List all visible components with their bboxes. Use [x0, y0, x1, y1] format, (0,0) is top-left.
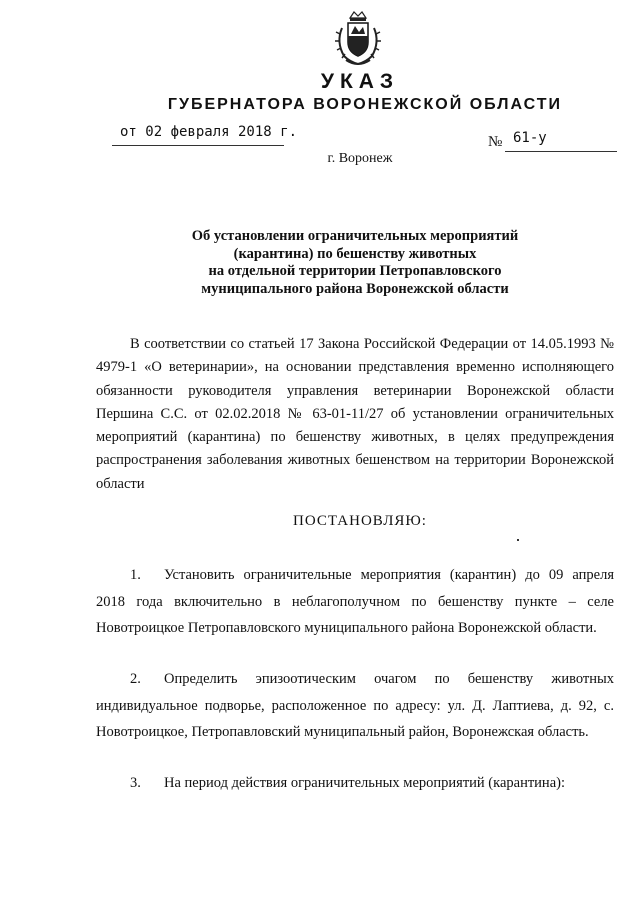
date-underline	[112, 145, 284, 146]
document-number: 61-у	[513, 130, 547, 146]
document-heading	[120, 228, 590, 298]
heading-line: (карантина) по бешенству животных	[233, 245, 477, 262]
heading-line: на отдельной территории Петропавловского	[208, 263, 502, 279]
list-item	[96, 562, 614, 642]
coat-of-arms-icon	[332, 8, 384, 68]
heading-line: Об установлении ограничительных мероприятий	[191, 228, 519, 244]
document-subtitle: ГУБЕРНАТОРА ВОРОНЕЖСКОЙ ОБЛАСТИ	[167, 96, 563, 113]
item-text: Определить эпизоотическим очагом по бешенству животных индивидуальное подворье, расположенное по адресу: ул. Д. Лаптиева, д. 92, с. Новотроицкое, Петропавловский муниципальный район, Воронежская область.	[96, 671, 614, 740]
list-item	[96, 666, 614, 746]
document-title: УКАЗ	[320, 70, 400, 93]
item-number: 2.	[130, 671, 141, 687]
item-number: 3.	[130, 775, 141, 791]
stray-mark	[517, 539, 519, 541]
intro-paragraph: В соответствии со статьей 17 Закона Российской Федерации от 14.05.1993 № 4979-1 «О ветеринарии», на основании представления временно исполняющего обязанности руководителя управления ветеринарии Воронежской области Першина С.С. от 02.02.2018 № 63-01-11/27 об установлении ограничительных мероприятий (карантина) по бешенству животных, в целях предупреждения распространения заболевания животных бешенством на территории Воронежской области	[96, 336, 614, 492]
resolve-heading: ПОСТАНОВЛЯЮ:	[293, 513, 427, 529]
heading-line: муниципального района Воронежской области	[201, 280, 509, 297]
item-text: На период действия ограничительных мероприятий (карантина):	[164, 775, 565, 791]
number-label: №	[488, 134, 503, 150]
item-number: 1.	[130, 567, 141, 583]
document-date: от 02 февраля 2018 г.	[120, 124, 298, 140]
document-city: г. Воронеж	[327, 151, 393, 166]
item-text: Установить ограничительные мероприятия (карантин) до 09 апреля 2018 года включительно в неблагополучном по бешенству пункте – селе Новотроицкое Петропавловского муниципального района Воронежской области.	[96, 567, 614, 636]
list-item	[96, 770, 614, 797]
